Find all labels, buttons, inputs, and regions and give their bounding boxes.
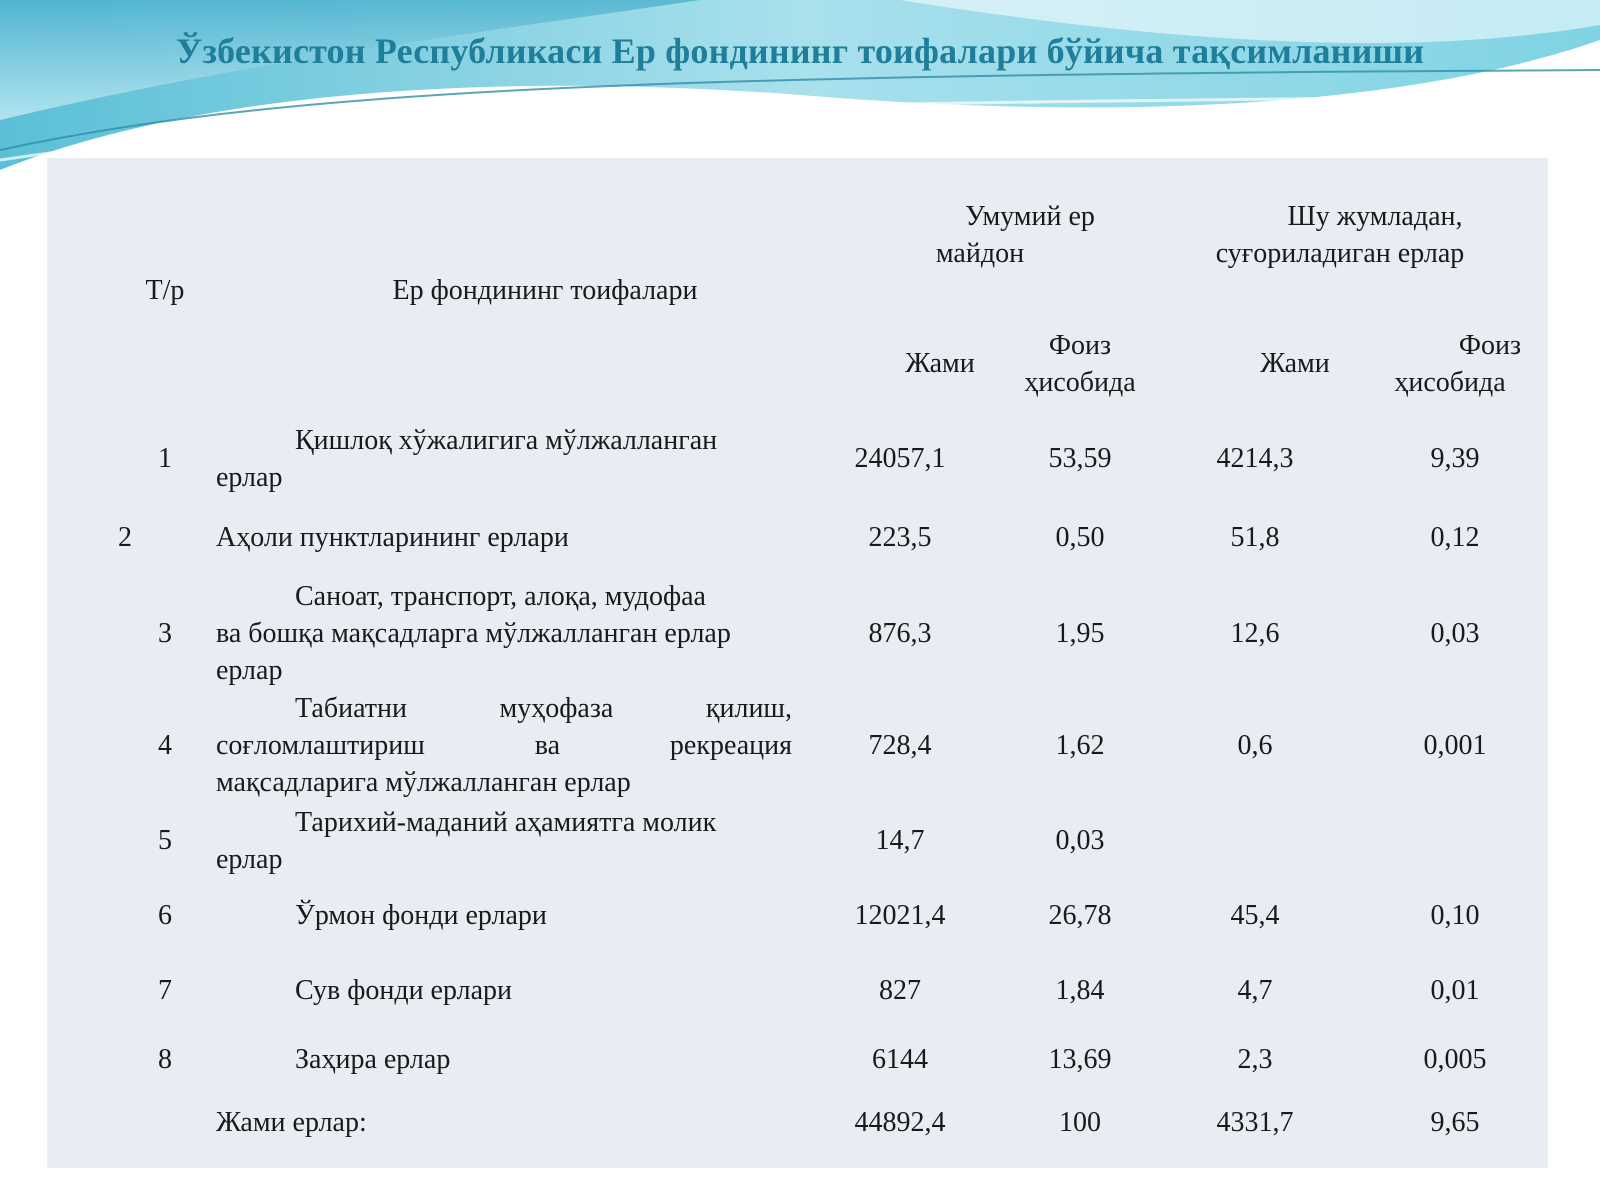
row-irrigated-pct: 9,39 <box>1430 443 1480 474</box>
row-category <box>216 519 792 556</box>
row-number: 1 <box>158 443 172 474</box>
row-category-line1: Заҳира ерлар <box>295 1044 451 1075</box>
total-irrigated-pct: 9,65 <box>1430 1107 1480 1138</box>
row-number: 2 <box>118 522 132 553</box>
page-title: Ўзбекистон Республикаси Ер фондининг тоифалари бўйича тақсимланиши <box>175 31 1425 71</box>
row-irrigated-sum: 2,3 <box>1237 1044 1273 1075</box>
row-total-pct: 0,03 <box>1055 825 1105 856</box>
row-category-line1: Қишлоқ хўжалигига мўлжалланган <box>295 425 718 456</box>
row-number: 4 <box>158 730 172 761</box>
row-irrigated-pct: 0,01 <box>1430 975 1480 1006</box>
row-category-line1: Аҳоли пунктларининг ерлари <box>216 522 569 553</box>
row-irrigated-sum: 51,8 <box>1230 522 1280 553</box>
total-sum: 44892,4 <box>854 1107 946 1138</box>
header-pct-irrigated-line1: Фоиз <box>1458 330 1522 361</box>
row-total-sum: 14,7 <box>875 825 925 856</box>
header-total-area-line1: Умумий ер <box>965 201 1095 232</box>
row-number: 6 <box>158 900 172 931</box>
header-tr: Т/р <box>145 275 185 306</box>
row-number: 8 <box>158 1044 172 1075</box>
total-label: Жами ерлар: <box>216 1107 367 1138</box>
row-irrigated-pct: 0,10 <box>1430 900 1480 931</box>
row-category-line1: Тарихий-маданий аҳамиятга молик <box>295 807 717 838</box>
row-irrigated-sum: 4214,3 <box>1216 443 1294 474</box>
total-pct: 100 <box>1059 1107 1101 1138</box>
row-number: 3 <box>158 618 172 649</box>
row-category-line3: ерлар <box>216 655 283 686</box>
header-sum-irrigated: Жами <box>1260 348 1330 379</box>
row-total-sum: 728,4 <box>868 730 932 761</box>
row-total-pct: 53,59 <box>1048 443 1112 474</box>
row-category <box>216 578 792 689</box>
header-pct-total-line2: ҳисобида <box>1024 367 1136 398</box>
row-total-pct: 1,95 <box>1055 618 1105 649</box>
row-irrigated-sum: 0,6 <box>1237 730 1273 761</box>
header-total-area-line2: майдон <box>935 238 1025 269</box>
row-category-line2: ерлар <box>216 844 283 875</box>
row-category-line1: Табиатни муҳофаза қилиш, <box>295 693 792 724</box>
row-category-line2: соғломлаштириш ва рекреация <box>216 730 792 761</box>
row-total-sum: 6144 <box>872 1044 928 1075</box>
header-category: Ер фондининг тоифалари <box>392 275 698 306</box>
row-category-line2: ерлар <box>216 462 283 493</box>
row-irrigated-pct: 0,03 <box>1430 618 1480 649</box>
header-irrigated-line2: суғориладиган ерлар <box>1215 238 1465 269</box>
row-irrigated-pct: 0,001 <box>1423 730 1487 761</box>
row-irrigated-sum: 4,7 <box>1237 975 1273 1006</box>
row-category-line3: мақсадларига мўлжалланган ерлар <box>216 767 631 798</box>
row-category-line1: Сув фонди ерлари <box>295 975 512 1006</box>
row-category-line2: ва бошқа мақсадларга мўлжалланган ерлар <box>216 618 731 649</box>
row-category-line1: Ўрмон фонди ерлари <box>295 900 547 931</box>
header-pct-total-line1: Фоиз <box>1048 330 1112 361</box>
row-total-sum: 876,3 <box>868 618 932 649</box>
row-total-sum: 24057,1 <box>854 443 946 474</box>
header-irrigated-line1: Шу жумладан, <box>1287 201 1463 232</box>
total-irrigated-sum: 4331,7 <box>1216 1107 1294 1138</box>
header-sum-total: Жами <box>905 348 975 379</box>
row-category <box>216 897 792 934</box>
row-category <box>216 1041 792 1078</box>
row-category <box>216 690 792 801</box>
row-total-pct: 26,78 <box>1048 900 1112 931</box>
row-number: 5 <box>158 825 172 856</box>
row-category <box>216 972 792 1009</box>
row-total-sum: 827 <box>879 975 921 1006</box>
header-pct-irrigated-line2: ҳисобида <box>1394 367 1506 398</box>
row-total-sum: 12021,4 <box>854 900 946 931</box>
row-category <box>216 422 792 496</box>
row-total-pct: 0,50 <box>1055 522 1105 553</box>
row-irrigated-pct: 0,005 <box>1423 1044 1487 1075</box>
row-irrigated-pct: 0,12 <box>1430 522 1480 553</box>
row-category-line1: Саноат, транспорт, алоқа, мудофаа <box>295 581 706 612</box>
row-irrigated-sum: 45,4 <box>1230 900 1280 931</box>
row-total-sum: 223,5 <box>868 522 932 553</box>
row-total-pct: 1,84 <box>1055 975 1105 1006</box>
row-irrigated-sum: 12,6 <box>1230 618 1280 649</box>
row-total-pct: 13,69 <box>1048 1044 1112 1075</box>
row-total-pct: 1,62 <box>1055 730 1105 761</box>
row-category <box>216 804 792 878</box>
row-number: 7 <box>158 975 172 1006</box>
